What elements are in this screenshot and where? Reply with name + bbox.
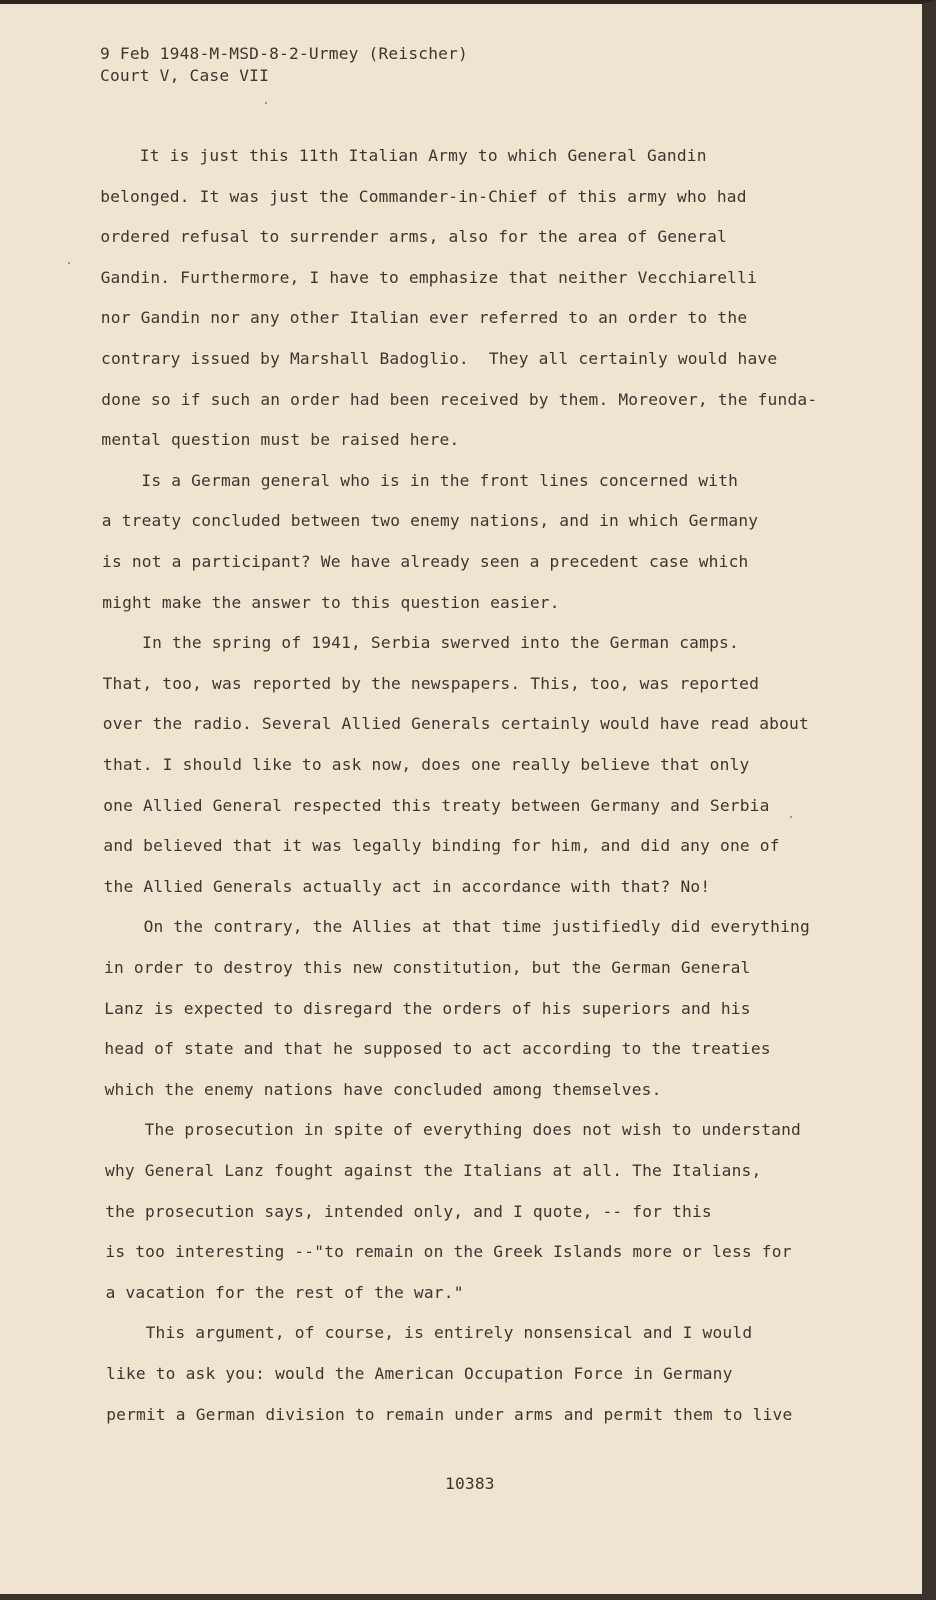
- body-line: The prosecution in spite of everything does not wish to understand: [104, 1120, 801, 1140]
- body-line: and believed that it was legally binding for him, and did any one of: [103, 836, 780, 856]
- body-line: the prosecution says, intended only, and I quote, -- for this: [105, 1201, 712, 1221]
- body-line: is not a participant? We have already seen a precedent case which: [102, 552, 749, 571]
- header-court-line: Court V, Case VII: [100, 66, 270, 85]
- body-line: done so if such an order had been received by them. Moreover, the funda-: [101, 389, 818, 409]
- body-line: belonged. It was just the Commander-in-Chief of this army who had: [100, 186, 747, 206]
- paper-speck: [68, 262, 70, 264]
- body-line: ordered refusal to surrender arms, also for the area of General: [100, 227, 727, 247]
- body-line: Gandin. Furthermore, I have to emphasize that neither Vecchiarelli: [100, 267, 758, 287]
- paper-speck: [265, 102, 267, 104]
- body-line: is too interesting --"to remain on the Greek Islands more or less for: [105, 1242, 792, 1262]
- paper-speck: [790, 816, 792, 818]
- body-line: a treaty concluded between two enemy nations, and in which Germany: [101, 511, 759, 531]
- body-line: It is just this 11th Italian Army to which General Gandin: [100, 146, 707, 165]
- body-line: That, too, was reported by the newspapers. This, too, was reported: [102, 673, 760, 693]
- body-line: On the contrary, the Allies at that time justifiedly did everything: [103, 917, 810, 937]
- body-line: like to ask you: would the American Occupation Force in Germany: [106, 1364, 733, 1383]
- body-line: over the radio. Several Allied Generals certainly would have read about: [102, 714, 809, 734]
- body-line: might make the answer to this question easier.: [102, 592, 560, 612]
- body-line: the Allied Generals actually act in accordance with that? No!: [103, 876, 711, 896]
- body-line: In the spring of 1941, Serbia swerved into the German camps.: [102, 633, 739, 653]
- body-line: This argument, of course, is entirely nonsensical and I would: [105, 1323, 753, 1343]
- body-line: Lanz is expected to disregard the orders of his superiors and his: [104, 998, 751, 1018]
- body-line: mental question must be raised here.: [101, 430, 460, 450]
- body-line: Is a German general who is in the front lines concerned with: [101, 470, 739, 490]
- body-line: one Allied General respected this treaty between Germany and Serbia: [103, 795, 770, 815]
- body-line: permit a German division to remain under arms and permit them to live: [106, 1404, 793, 1424]
- body-line: which the enemy nations have concluded among themselves.: [104, 1079, 662, 1099]
- body-line: contrary issued by Marshall Badoglio. They all certainly would have: [101, 349, 778, 368]
- body-line: that. I should like to ask now, does one really believe that only: [103, 755, 750, 774]
- body-line: head of state and that he supposed to act according to the treaties: [104, 1039, 771, 1059]
- body-line: why General Lanz fought against the Italians at all. The Italians,: [105, 1161, 762, 1180]
- body-line: nor Gandin nor any other Italian ever referred to an order to the: [100, 308, 748, 328]
- body-line: a vacation for the rest of the war.": [105, 1282, 464, 1302]
- body-line: in order to destroy this new constitution, but the German General: [104, 958, 751, 977]
- page-number: 10383: [445, 1474, 495, 1493]
- header-date-line: 9 Feb 1948-M-MSD-8-2-Urmey (Reischer): [100, 44, 468, 63]
